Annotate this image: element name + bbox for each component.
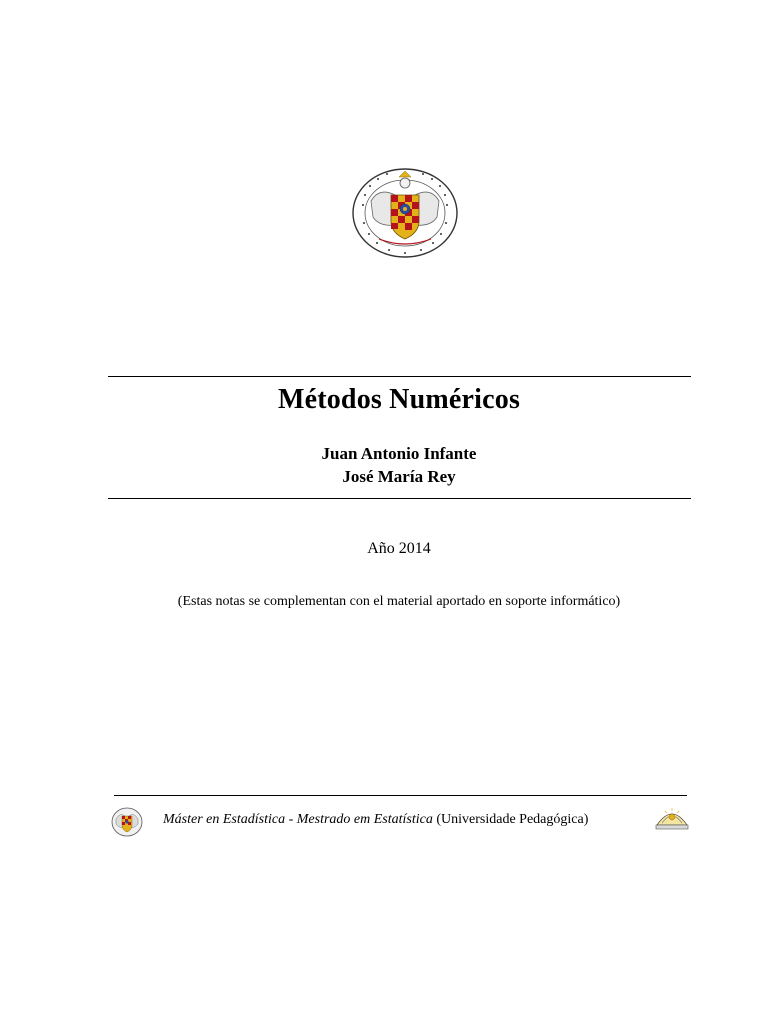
publication-year: Año 2014 [367, 540, 431, 557]
document-title: Métodos Numéricos [277, 384, 521, 415]
author-name: Juan Antonio Infante [321, 444, 477, 463]
supplementary-note: (Estas notas se complementan con el material aportado en soporte informático) [177, 594, 621, 609]
title-top-rule [108, 376, 691, 377]
footer-program: Máster en Estadística - Mestrado em Estatística [163, 812, 433, 827]
footer-institution: (Universidade Pedagógica) [432, 812, 589, 827]
author-name: José María Rey [342, 467, 456, 486]
university-seal-icon [110, 806, 144, 838]
pedagogical-university-emblem-icon [654, 805, 690, 831]
title-bottom-rule [108, 498, 691, 499]
footer-program-line [163, 812, 588, 828]
footer-rule [114, 795, 687, 796]
university-seal-icon [349, 165, 461, 260]
